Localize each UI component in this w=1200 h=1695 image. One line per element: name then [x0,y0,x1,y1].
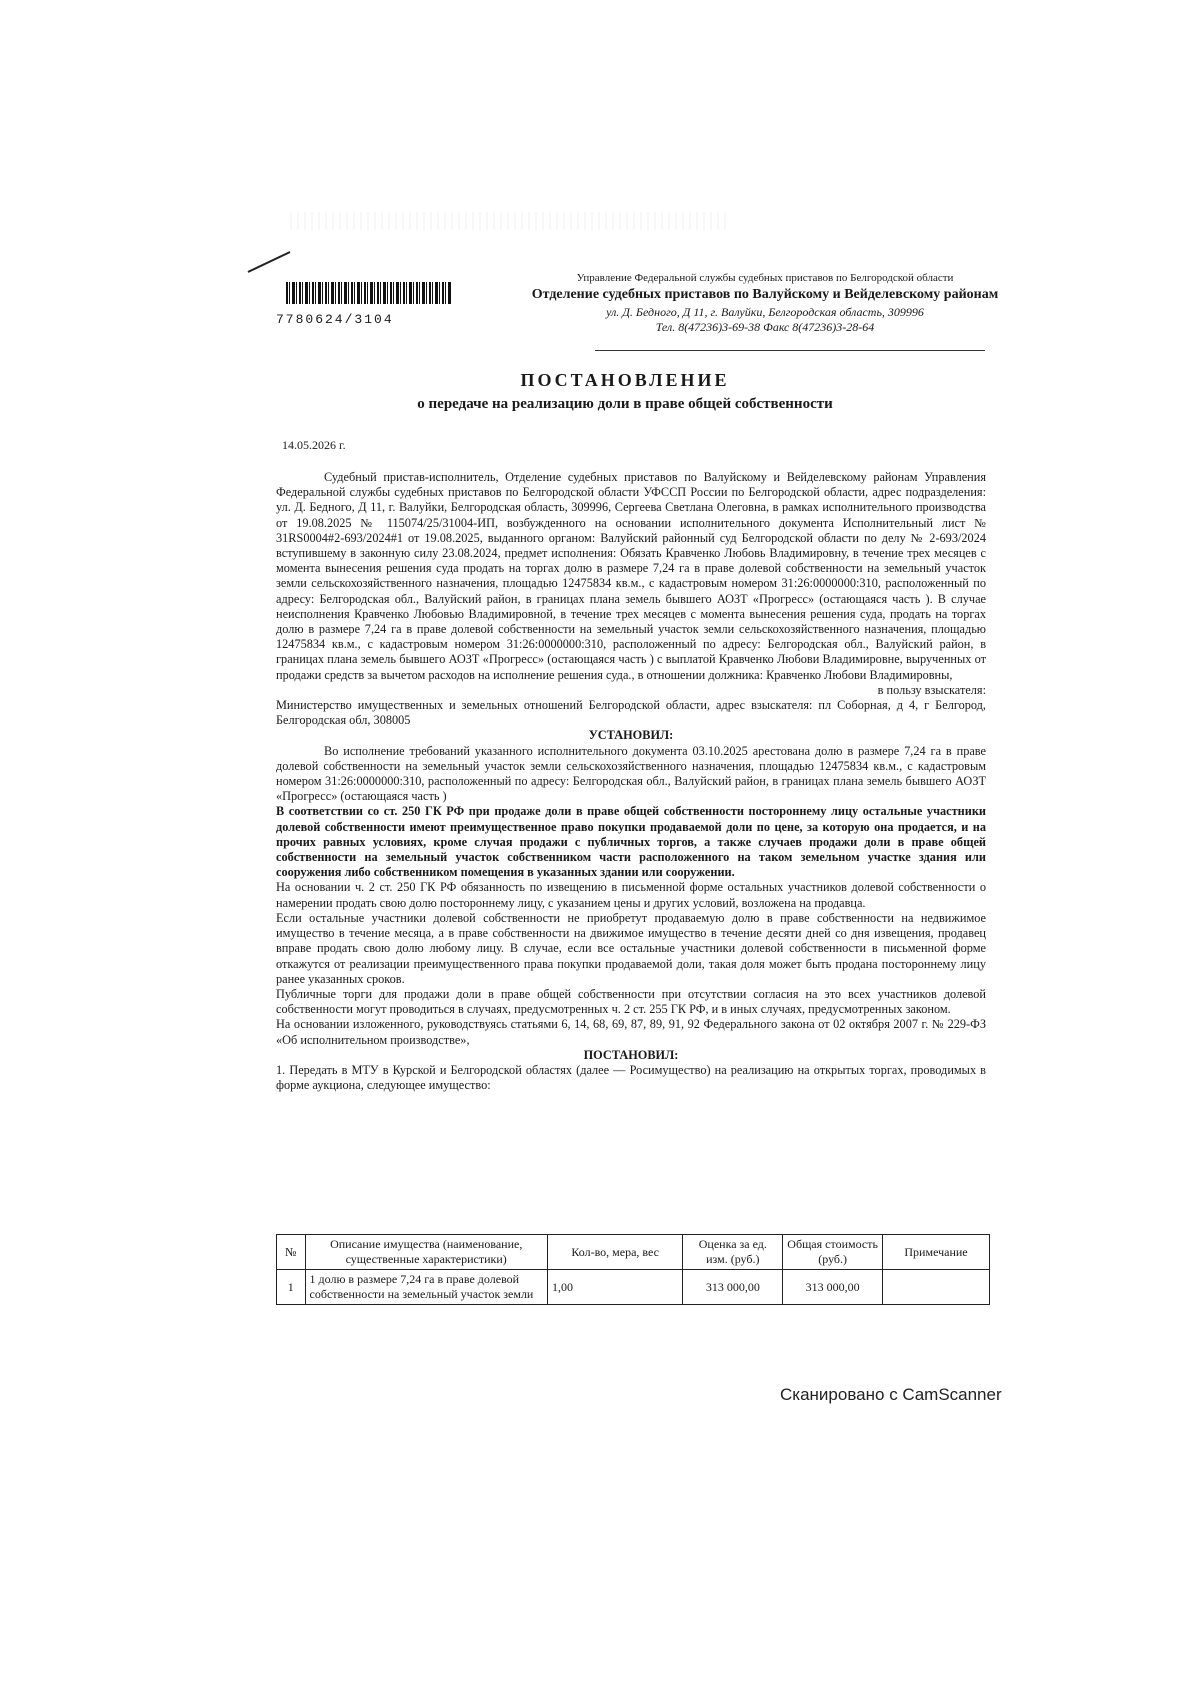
cell-quantity: 1,00 [547,1270,682,1305]
paragraph-vzyskatel: в пользу взыскателя: [877,682,986,697]
paragraph-basis: На основании изложенного, руководствуясь статьями 6, 14, 68, 69, 87, 89, 91, 92 Федерального закона от 02 октября 2007 г. № 229-ФЗ «Об исполнительном производстве», [276,1017,986,1047]
document-subtitle: о передаче на реализацию доли в праве общей собственности [417,396,833,412]
agency-header [530,272,1000,335]
barcode [286,282,451,304]
table-row [277,1270,990,1305]
header-unit-price: Оценка за ед. изм. (руб.) [683,1235,783,1270]
property-table [276,1234,990,1305]
cell-number: 1 [277,1270,306,1305]
heading-ustanovil: УСТАНОВИЛ: [588,728,674,743]
paragraph-public-auction: Публичные торги для продажи доли в праве общей собственности при отсутствии согласия на это всех участников долевой собственности могут проводиться в случаях, предусмотренных ч. 2 ст. 255 ГК РФ, и в иных случаях, предусмотренных законом. [276,986,986,1017]
cell-unit-price: 313 000,00 [683,1270,783,1305]
agency-name: Отделение судебных приставов по Валуйскому и Вейделевскому районам [531,286,999,302]
header-total: Общая стоимость (руб.) [783,1235,883,1270]
paragraph-order-1: 1. Передать в МТУ в Курской и Белгородской областях (далее — Росимущество) на реализацию на открытых торгах, проводимых в форме аукциона, следующее имущество: [276,1062,986,1093]
document-date: 14.05.2026 г. [282,438,346,452]
paragraph-terms: Если остальные участники долевой собственности не приобретут продаваемую долю в праве собственности на недвижимое имущество в течение месяца, а в праве собственности на движимое имущество в течение десяти дней со дня извещения, продавец вправе продать свою долю любому лицу. В случае, если все остальные участники долевой собственности в письменной форме откажутся от реализации преимущественного права покупки продаваемой доли, такая доля может быть продана постороннему лицу ранее указанных сроков. [276,910,986,986]
document-title: ПОСТАНОВЛЕНИЕ [520,370,730,390]
paragraph-arrest: Во исполнение требований указанного исполнительного документа 03.10.2025 арестована долю в размере 7,24 га в праве долевой собственности на земельный участок земли сельскохозяйственного назначения, площадью 12475834 кв.м., с кадастровым номером 31:26:0000000:310, расположенный по адресу: Белгородская обл., Валуйский район, в границах плана земель бывшего АОЗТ «Прогресс» (остающаяся часть ) [276,743,986,804]
agency-phone: Тел. 8(47236)3-69-38 Факс 8(47236)3-28-64 [655,320,875,335]
paragraph-notice: На основании ч. 2 ст. 250 ГК РФ обязанность по извещению в письменной форме остальных участников долевой собственности о намерении продать свою долю постороннему лицу, с указанием цены и других условий, возложена на продавца. [276,880,986,910]
paragraph-article-250: В соответствии со ст. 250 ГК РФ при продаже доли в праве общей собственности постороннему лицу остальные участники долевой собственности имеют преимущественное право покупки продаваемой доли по цене, за которую она продается, и на прочих равных условиях, кроме случая продажи с публичных торгов, а также случаев продажи доли в праве общей собственности на земельный участок собственником части расположенного на таком земельном участке здания или сооружения либо собственником помещения в указанных здании или сооружении. [276,804,986,880]
barcode-number: 7780624/3104 [276,312,394,327]
document-body [276,470,986,1093]
heading-postanovil: ПОСТАНОВИЛ: [583,1047,679,1062]
scanner-watermark: Сканировано с CamScanner [780,1385,1002,1404]
table-header-row [277,1235,990,1270]
header-divider [595,350,985,351]
header-note: Примечание [883,1235,990,1270]
agency-address: ул. Д. Бедного, Д 11, г. Валуйки, Белгородская область, 309996 [606,305,924,320]
header-number: № [277,1235,306,1270]
header-description: Описание имущества (наименование, существенные характеристики) [305,1235,547,1270]
agency-top: Управление Федеральной службы судебных приставов по Белгородской области [576,272,954,284]
header-quantity: Кол-во, мера, вес [547,1235,682,1270]
paragraph-creditor: Министерство имущественных и земельных отношений Белгородской области, адрес взыскателя: пл Соборная, д 4, г Белгород, Белгородская обл, 308005 [276,698,986,728]
cell-total: 313 000,00 [783,1270,883,1305]
paragraph-intro: Судебный пристав-исполнитель, Отделение судебных приставов по Валуйскому и Вейделевскому районам Управления Федеральной службы судебных приставов по Белгородской области УФССП России по Белгородской области, адрес подразделения: ул. Д. Бедного, Д 11, г. Валуйки, Белгородская область, 309996, Сергеева Светлана Олеговна, в рамках исполнительного производства от 19.08.2025 № 115074/25/31004-ИП, возбужденного на основании исполнительного документа Исполнительный лист № 31RS0004#2-693/2024#1 от 19.08.2025, выданного органом: Валуйский районный суд Белгородской области по делу № 2-693/2024 вступившему в законную силу 23.08.2024, предмет исполнения: Обязать Кравченко Любовь Владимировну, в течение трех месяцев с момента вынесения решения суда продать на торгах долю в размере 7,24 га в праве долевой собственности на земельный участок земли сельскохозяйственного назначения, площадью 12475834 кв.м., с кадастровым номером 31:26:0000000:310, расположенный по адресу: Белгородская обл., Валуйский район, в границах плана земель бывшего АОЗТ «Прогресс» (остающаяся часть ). В случае неисполнения Кравченко Любовью Владимировной, в течение трех месяцев с момента вынесения решения суда, продать на торгах долю в размере 7,24 га в праве долевой собственности на земельный участок земли сельскохозяйственного назначения, площадью 12475834 кв.м., с кадастровым номером 31:26:0000000:310, расположенный по адресу: Белгородская обл., Валуйский район, в границах плана земель бывшего АОЗТ «Прогресс» (остающаяся часть ) с выплатой Кравченко Любови Владимировне, вырученных от продажи средств за вычетом расходов на исполнение решения суда., в отношении должника: Кравченко Любови Владимировны, [276,470,986,682]
cell-note [883,1270,990,1305]
scan-noise [290,212,730,230]
cell-description: 1 долю в размере 7,24 га в праве долевой собственности на земельный участок земли [305,1270,547,1305]
pen-mark-icon [246,250,292,274]
